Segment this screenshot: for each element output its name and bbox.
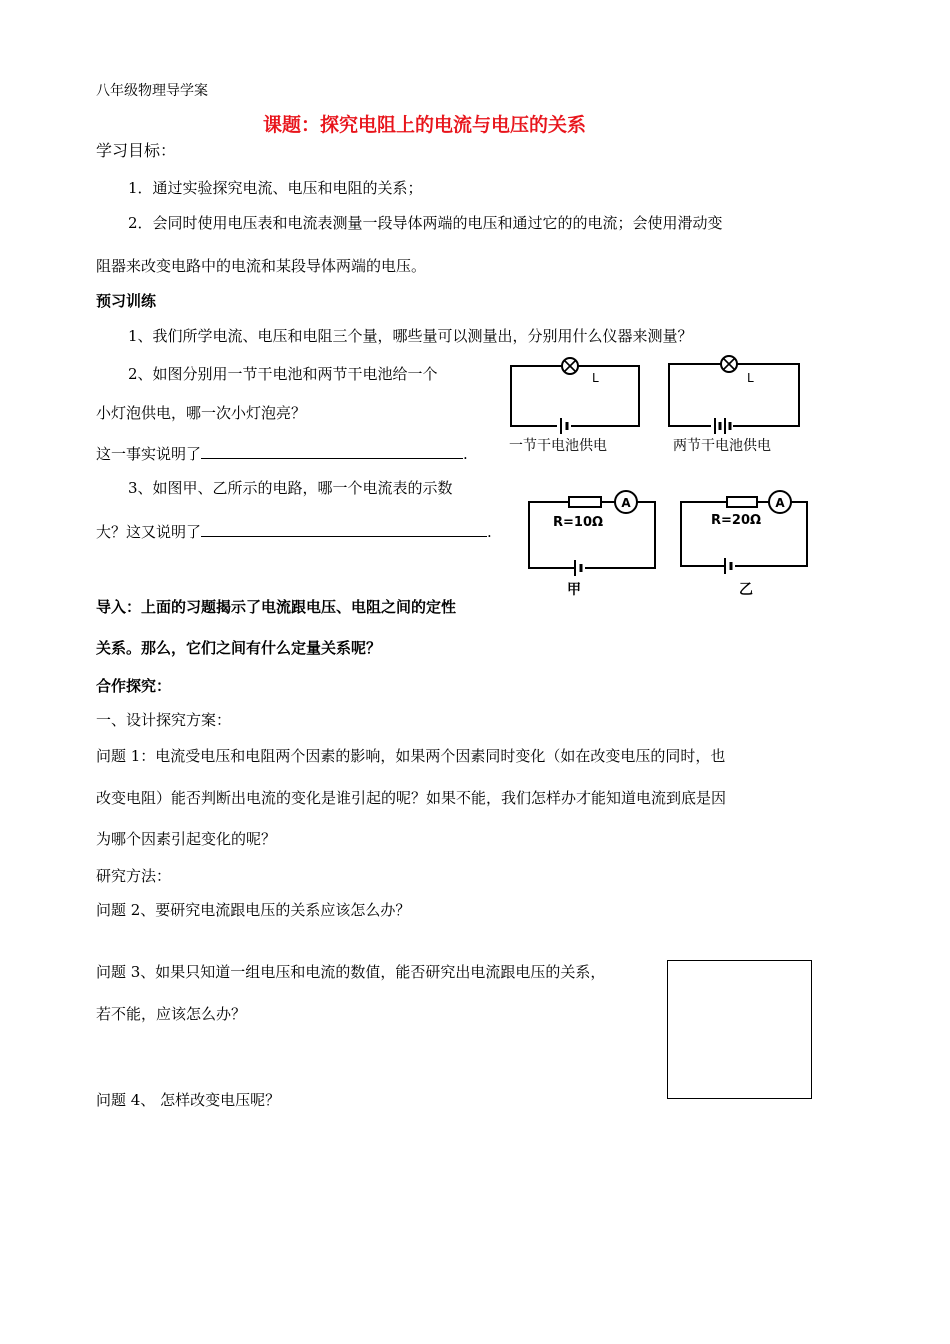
ammeter-icon <box>769 491 791 513</box>
period-1: . <box>463 445 468 463</box>
battery-icon <box>725 558 731 574</box>
diagram-box <box>667 960 812 1099</box>
ammeter-icon <box>615 491 637 513</box>
ammeter-symbol-1: A <box>621 496 631 510</box>
battery-icon <box>715 418 730 434</box>
preview-question-2-line2: 小灯泡供电，哪一次小灯泡亮？ <box>96 404 307 422</box>
problem-2: 问题 2、要研究电流跟电压的关系应该怎么办？ <box>96 901 411 919</box>
circuit-label-yi: 乙 <box>739 582 753 598</box>
preview-question-1: 1、我们所学电流、电压和电阻三个量，哪些量可以测量出，分别用什么仪器来测量？ <box>128 327 693 345</box>
circuit-jia <box>525 488 665 600</box>
preview-question-2-text: 这一事实说明了 <box>96 445 202 463</box>
preview-question-3-line2 <box>96 522 492 540</box>
circuit-1-caption: 一节干电池供电 <box>509 438 607 454</box>
period-2: . <box>487 523 492 541</box>
preview-question-3-text: 大？这又说明了 <box>96 523 202 541</box>
objective-item-1: 1．通过实验探究电流、电压和电阻的关系； <box>128 179 423 197</box>
preview-heading: 预习训练 <box>96 292 157 310</box>
resistance-label-2: R=20Ω <box>711 513 762 528</box>
research-method: 研究方法： <box>96 867 172 885</box>
circuit-one-battery <box>505 350 655 458</box>
resistor-icon <box>569 497 601 507</box>
resistor-icon <box>727 497 757 507</box>
page-title: 课题：探究电阻上的电流与电压的关系 <box>263 114 587 136</box>
circuit-2-caption: 两节干电池供电 <box>673 438 771 454</box>
answer-blank-1[interactable] <box>201 444 463 459</box>
lamp-icon <box>562 358 578 374</box>
intro-line-2: 关系。那么，它们之间有什么定量关系呢？ <box>96 639 382 657</box>
resistance-label-1: R=10Ω <box>553 515 604 530</box>
battery-icon <box>561 418 567 434</box>
problem-4: 问题 4、 怎样改变电压呢？ <box>96 1091 281 1109</box>
section-1-heading: 一、设计探究方案： <box>96 711 232 729</box>
preview-question-2-line1: 2、如图分别用一节干电池和两节干电池给一个 <box>128 365 438 383</box>
problem-1-line2: 改变电阻）能否判断出电流的变化是谁引起的呢？如果不能，我们怎样办才能知道电流到底是因 <box>96 789 727 807</box>
intro-line-1: 导入：上面的习题揭示了电流跟电压、电阻之间的定性 <box>96 598 457 616</box>
problem-3-line2: 若不能，应该怎么办？ <box>96 1005 247 1023</box>
circuit-label-jia: 甲 <box>567 582 581 598</box>
ammeter-symbol-2: A <box>775 496 785 510</box>
preview-question-3-line1: 3、如图甲、乙所示的电路，哪一个电流表的示数 <box>128 479 453 497</box>
lamp-label-2: L <box>747 371 754 385</box>
answer-blank-2[interactable] <box>201 522 487 537</box>
objective-item-2-line1: 2．会同时使用电压表和电流表测量一段导体两端的电压和通过它的的电流；会使用滑动变 <box>128 214 723 232</box>
problem-3-line1: 问题 3、如果只知道一组电压和电流的数值，能否研究出电流跟电压的关系， <box>96 963 606 981</box>
circuit-yi <box>677 488 817 600</box>
problem-1-line3: 为哪个因素引起变化的呢？ <box>96 830 277 848</box>
battery-icon <box>575 560 581 576</box>
objective-item-2-line2: 阻器来改变电路中的电流和某段导体两端的电压。 <box>96 257 427 275</box>
lamp-icon <box>721 356 737 372</box>
problem-1-line1: 问题 1：电流受电压和电阻两个因素的影响，如果两个因素同时变化（如在改变电压的同时，也 <box>96 747 726 765</box>
document-header: 八年级物理导学案 <box>96 83 208 99</box>
objectives-heading: 学习目标： <box>96 141 177 160</box>
lamp-label-1: L <box>592 371 599 385</box>
preview-question-2-line3 <box>96 444 468 462</box>
circuit-two-batteries <box>665 350 815 458</box>
cooperate-heading: 合作探究： <box>96 677 172 695</box>
